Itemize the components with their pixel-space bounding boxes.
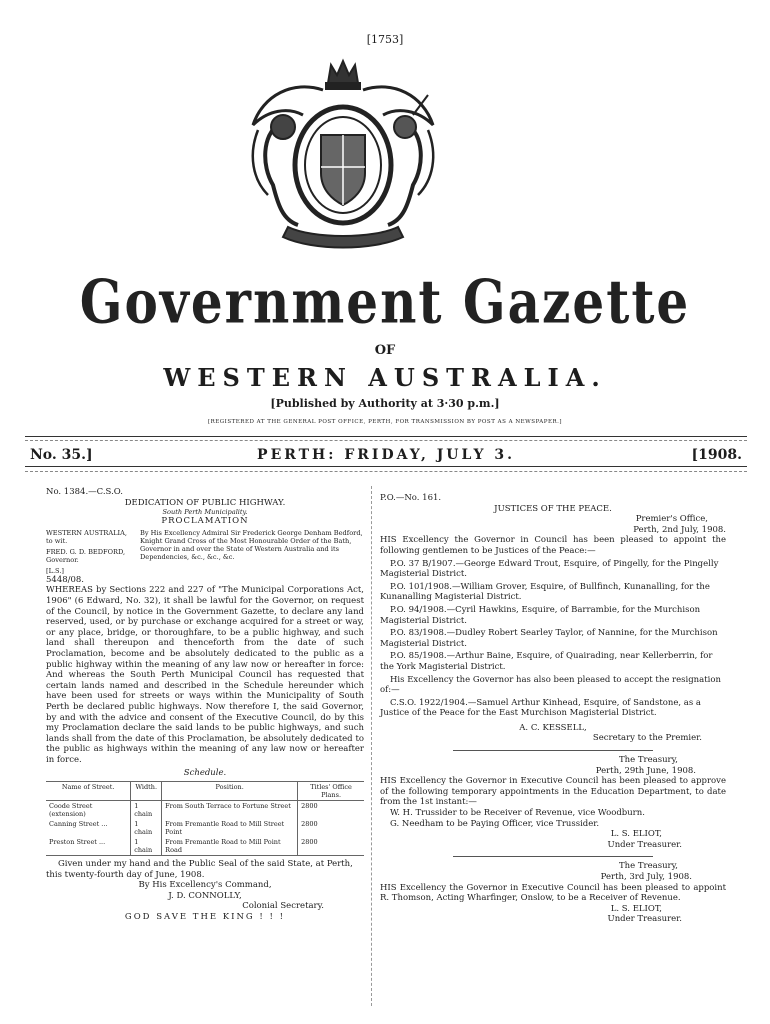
issue-date: PERTH: FRIDAY, JULY 3. <box>257 447 515 463</box>
god-save-the-king: GOD SAVE THE KING ! ! ! <box>124 912 286 923</box>
header-rule-dotted <box>25 440 747 441</box>
notice-ref: No. 1384.—C.S.O. <box>46 487 123 497</box>
western-australia-label: WESTERN AUSTRALIA, to wit. <box>46 528 127 545</box>
preamble-left <box>46 529 134 575</box>
royal-coat-of-arms <box>223 55 463 260</box>
given-clause: Given under my hand and the Public Seal of the said State, at Perth, this twenty-fourth day of June, 1908. <box>46 859 353 880</box>
schedule-cell: 1 chain <box>131 801 162 820</box>
jp-appointment: P.O. 83/1908.—Dudley Robert Searley Taylor, of Nannine, for the Murchison Magisterial District. <box>380 628 718 649</box>
right-column <box>380 493 726 925</box>
schedule-header-row <box>46 782 364 801</box>
left-column <box>46 487 364 923</box>
section-rule <box>453 750 653 751</box>
governor-style: By His Excellency Admiral Sir Frederick George Denham Bedford, Knight Grand Cross of the Most Honourable Order of the Bath, Governor in and over the State of Western Australia and its Dependencies, &c., &c., &c. <box>140 528 363 561</box>
schedule-header: Titles' Office Plans. <box>298 782 364 801</box>
schedule-cell: From South Terrace to Fortune Street <box>162 801 298 820</box>
jp-ref: P.O.—No. 161. <box>380 493 442 503</box>
notice-subheading: South Perth Municipality. <box>162 508 248 517</box>
treasury-signature-title: Under Treasurer. <box>607 914 682 925</box>
jp-office-date: Perth, 2nd July, 1908. <box>633 524 726 535</box>
proclamation-heading: PROCLAMATION <box>161 516 249 527</box>
signatory-title: Colonial Secretary. <box>242 901 324 912</box>
treasury-signature: L. S. ELIOT, <box>610 903 662 914</box>
state-name: WESTERN AUSTRALIA. <box>163 363 607 392</box>
schedule-table <box>46 781 364 856</box>
jp-intro: HIS Excellency the Governor in Council has been pleased to appoint the following gentlemen to be Justices of the Peace:— <box>380 535 726 556</box>
title-of: OF <box>374 343 396 358</box>
issue-year: [1908. <box>691 447 742 463</box>
jp-office: Premier's Office, <box>635 514 708 525</box>
schedule-row <box>46 801 364 820</box>
schedule-header: Name of Street. <box>46 782 131 801</box>
issue-rule <box>25 466 747 467</box>
treasury-heading: The Treasury, <box>619 755 678 766</box>
jp-signature: A. C. KESSELL, <box>519 722 587 733</box>
header-rule <box>25 436 747 437</box>
treasury-heading: The Treasury, <box>619 861 678 872</box>
schedule-header: Position. <box>162 782 298 801</box>
schedule-title: Schedule. <box>183 768 227 779</box>
seal-label: [L.S.] <box>46 566 64 575</box>
page-number: [1753] <box>366 33 404 46</box>
registration-line: [REGISTERED AT THE GENERAL POST OFFICE, PERTH, FOR TRANSMISSION BY POST AS A NEWSPAPER.] <box>207 419 562 425</box>
jp-resignation: C.S.O. 1922/1904.—Samuel Arthur Kinhead, Esquire, of Sandstone, as a Justice of the Peace for the East Murchison Magisterial District. <box>380 697 701 719</box>
schedule-header: Width. <box>131 782 162 801</box>
treasury-signature: L. S. ELIOT, <box>610 829 662 840</box>
schedule-cell: 2800 <box>298 837 364 856</box>
by-command: By His Excellency's Command, <box>138 880 272 891</box>
notice-heading: DEDICATION OF PUBLIC HIGHWAY. <box>124 497 286 508</box>
treasury-appointment: G. Needham to be Paying Officer, vice Trussider. <box>390 818 600 829</box>
jp-heading: JUSTICES OF THE PEACE. <box>494 503 612 514</box>
jp-appointment: P.O. 85/1908.—Arthur Baine, Esquire, of Quairading, near Kellerberrin, for the York Magisterial District. <box>380 651 713 672</box>
schedule-row <box>46 819 364 837</box>
column-separator <box>371 486 372 1006</box>
schedule-cell: From Fremantle Road to Mill Point Road <box>162 837 298 856</box>
file-ref: 5448/08. <box>46 574 85 585</box>
schedule-cell: 1 chain <box>131 819 162 837</box>
proclamation-preamble <box>46 529 364 575</box>
treasury-date: Perth, 29th June, 1908. <box>595 765 696 776</box>
treasury-signature-title: Under Treasurer. <box>607 839 682 850</box>
authority-line: [Published by Authority at 3·30 p.m.] <box>270 397 500 410</box>
issue-rule-dotted <box>25 471 747 472</box>
schedule-cell: Coode Street (extension) <box>49 802 93 819</box>
schedule-cell: 2800 <box>298 801 364 820</box>
treasury-body: HIS Excellency the Governor in Executive Council has been pleased to approve of the following temporary appointments in the Education Department, to date from the 1st instant:— <box>380 776 726 808</box>
treasury-appointment: W. H. Trussider to be Receiver of Revenue, vice Woodburn. <box>390 808 645 819</box>
signatory-name: J. D. CONNOLLY, <box>168 890 242 901</box>
schedule-cell: Canning Street ... <box>49 820 108 829</box>
jp-signature-title: Secretary to the Premier. <box>592 733 702 744</box>
treasury-date: Perth, 3rd July, 1908. <box>600 872 692 882</box>
schedule-cell: Preston Street ... <box>49 838 106 847</box>
schedule-cell: 2800 <box>298 819 364 837</box>
issue-number: No. 35.] <box>30 447 93 463</box>
jp-appointment: P.O. 101/1908.—William Grover, Esquire, of Bullfinch, Kunanalling, for the Kunanalling Magisterial District. <box>380 581 710 603</box>
schedule-cell: From Fremantle Road to Mill Street Point <box>162 819 298 837</box>
schedule-row <box>46 837 364 856</box>
schedule-cell: 1 chain <box>131 837 162 856</box>
proclamation-body: WHEREAS by Sections 222 and 227 of "The Municipal Corporations Act, 1906" (6 Edward, No. 32), it shall be lawful for the Governor, on request of the Council, by notice in the Government Gazette, to declare any land reserved, used, or by purchase or exchange acquired for a street or way, or any place, bridge, or thoroughfare, to be a public highway, and such land shall thereupon and thenceforth from the date of such Proclamation, become and be absolutely dedicated to the public as a public highway within the meaning of any law now or hereafter in force: And whereas the South Perth Municipal Council has requested that certain lands named and described in the Schedule hereunder which have been used for streets or ways within the Municipality of South Perth be declared public highways. Now therefore I, the said Governor, by and with the advice and consent of the Executive Council, do by this my Proclamation declare the said lands to be public highways, and such lands shall from the date of this Proclamation, be absolutely dedicated to the public as highways within the meaning of any law now or hereafter in force. <box>46 585 364 765</box>
jp-resign-intro: His Excellency the Governor has also been pleased to accept the resignation of:— <box>380 674 721 696</box>
treasury-body: HIS Excellency the Governor in Executive Council has been pleased to appoint R. Thomson, Acting Wharfinger, Onslow, to be a Receiver of Revenue. <box>380 882 726 904</box>
jp-appointment: P.O. 94/1908.—Cyril Hawkins, Esquire, of Barrambie, for the Murchison Magisterial District. <box>380 604 701 626</box>
governor-signature: FRED. G. D. BEDFORD, Governor. <box>46 547 126 564</box>
section-rule <box>453 856 653 857</box>
gazette-title: Government Gazette <box>79 266 691 337</box>
jp-appointment: P.O. 37 B/1907.—George Edward Trout, Esquire, of Pingelly, for the Pingelly Magisterial District. <box>380 558 719 580</box>
